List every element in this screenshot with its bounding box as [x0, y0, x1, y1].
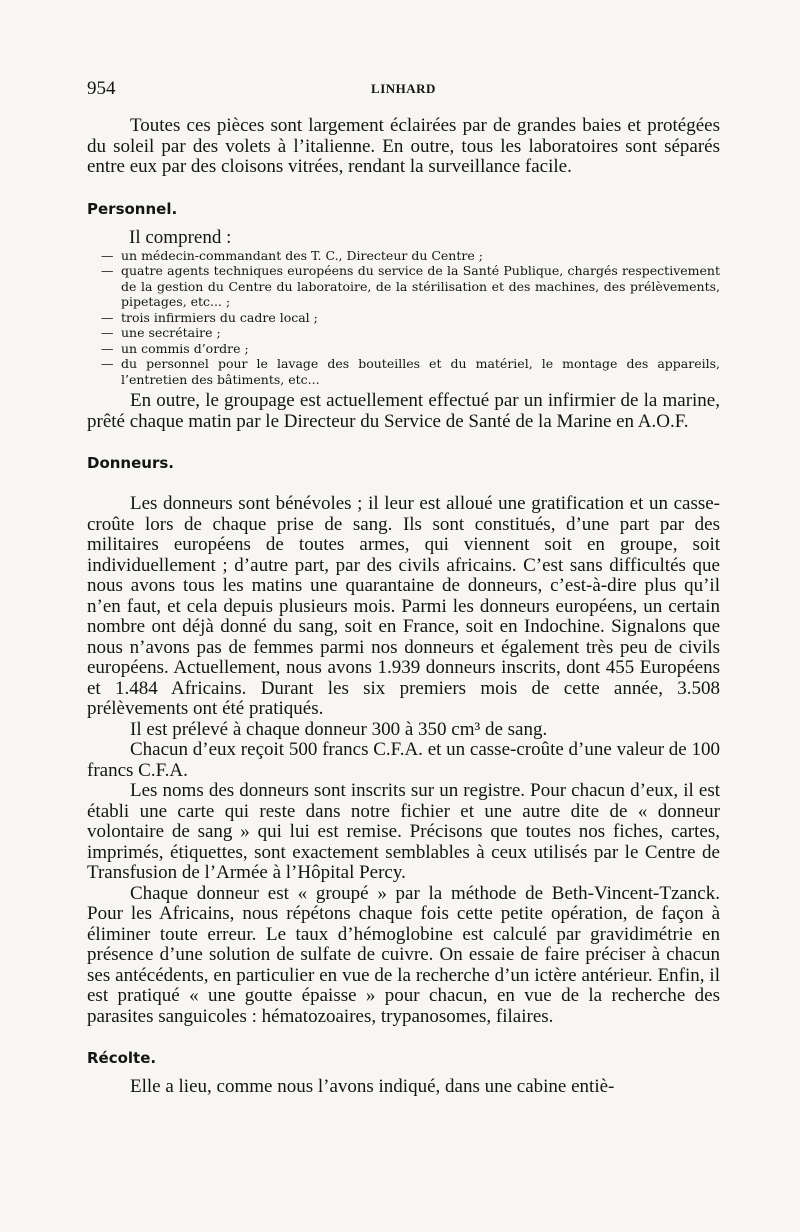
paragraph-intro: Toutes ces pièces sont largement éclairées par de grandes baies et protégées du soleil par des volets à l’italienne. En outre, tous les laboratoires sont séparés entre eux par des cloisons vitrées, rendant la surveillance facile. [87, 115, 720, 177]
paragraph-donneurs-1: Les donneurs sont bénévoles ; il leur est alloué une gratification et un casse-croûte lors de chaque prise de sang. Ils sont constitués, d’une part par des militaires européens de toutes armes, qui viennent soit en groupe, soit individuellement ; d’autre part, par des civils africains. C’est sans difficultés que nous avons tous les matins une quarantaine de donneurs, c’est-à-dire plus qu’il n’en faut, et cela depuis plusieurs mois. Parmi les donneurs européens, un certain nombre ont déjà donné du sang, soit en France, soit en Indochine. Signalons que nous n’avons pas de femmes parmi nos donneurs et également très peu de civils européens. Actuellement, nous avons 1.939 donneurs inscrits, dont 455 Européens et 1.484 Africains. Durant les six premiers mois de cette année, 3.508 prélèvements ont été pratiqués. [87, 493, 720, 719]
list-item: — du personnel pour le lavage des bouteilles et du matériel, le montage des appareils, l’entretien des bâtiments, etc... [87, 356, 720, 387]
list-item: — quatre agents techniques européens du service de la Santé Publique, chargés respectivement de la gestion du Centre du laboratoire, de la stérilisation et des machines, des prélèvements, pipetages, etc... ; [87, 263, 720, 310]
section-heading-recolte: Récolte. [87, 1049, 157, 1067]
paragraph-groupage: En outre, le groupage est actuellement effectué par un infirmier de la marine, prêté chaque matin par le Directeur du Service de Santé de la Marine en A.O.F. [87, 390, 720, 432]
personnel-list [87, 248, 720, 388]
personnel-lead: Il comprend : [129, 226, 232, 248]
paragraph-donneurs-5: Chaque donneur est « groupé » par la méthode de Beth-Vincent-Tzanck. Pour les Africains, nous répétons chaque fois cette petite opération, de façon à éliminer toute erreur. Le taux d’hémoglobine est calculé par gravidimétrie en présence d’une solution de sulfate de cuivre. On essaie de faire préciser à chacun ses antécédents, en particulier en vue de la recherche d’un ictère antérieur. Enfin, il est pratiqué « une goutte épaisse » pour chacun, en vue de la recherche des parasites sanguicoles : hématozoaires, trypanosomes, filaires. [87, 882, 720, 1027]
list-item: — un commis d’ordre ; [87, 341, 720, 357]
page-number: 954 [87, 78, 116, 99]
page-header [87, 78, 720, 102]
paragraph-donneurs-2: Il est prélevé à chaque donneur 300 à 350 cm³ de sang. [130, 718, 548, 740]
running-head: LINHARD [371, 81, 436, 96]
section-heading-donneurs: Donneurs. [87, 454, 174, 472]
paragraph-donneurs-4: Les noms des donneurs sont inscrits sur un registre. Pour chacun d’eux, il est établi une carte qui reste dans notre fichier et une autre dite de « donneur volontaire de sang » qui lui est remise. Précisons que toutes nos fiches, cartes, imprimés, étiquettes, sont exactement semblables à ceux utilisés par le Centre de Transfusion de l’Armée à l’Hôpital Percy. [87, 780, 720, 883]
page-body [87, 116, 720, 1098]
paragraph-recolte-1: Elle a lieu, comme nous l’avons indiqué, dans une cabine entiè- [130, 1076, 615, 1097]
section-heading-personnel: Personnel. [87, 199, 178, 218]
paragraph-donneurs-3: Chacun d’eux reçoit 500 francs C.F.A. et un casse-croûte d’une valeur de 100 francs C.F.A. [87, 739, 720, 781]
list-item: — une secrétaire ; [87, 325, 720, 341]
list-item: — trois infirmiers du cadre local ; [87, 310, 720, 326]
list-item: — un médecin-commandant des T. C., Directeur du Centre ; [87, 248, 720, 264]
